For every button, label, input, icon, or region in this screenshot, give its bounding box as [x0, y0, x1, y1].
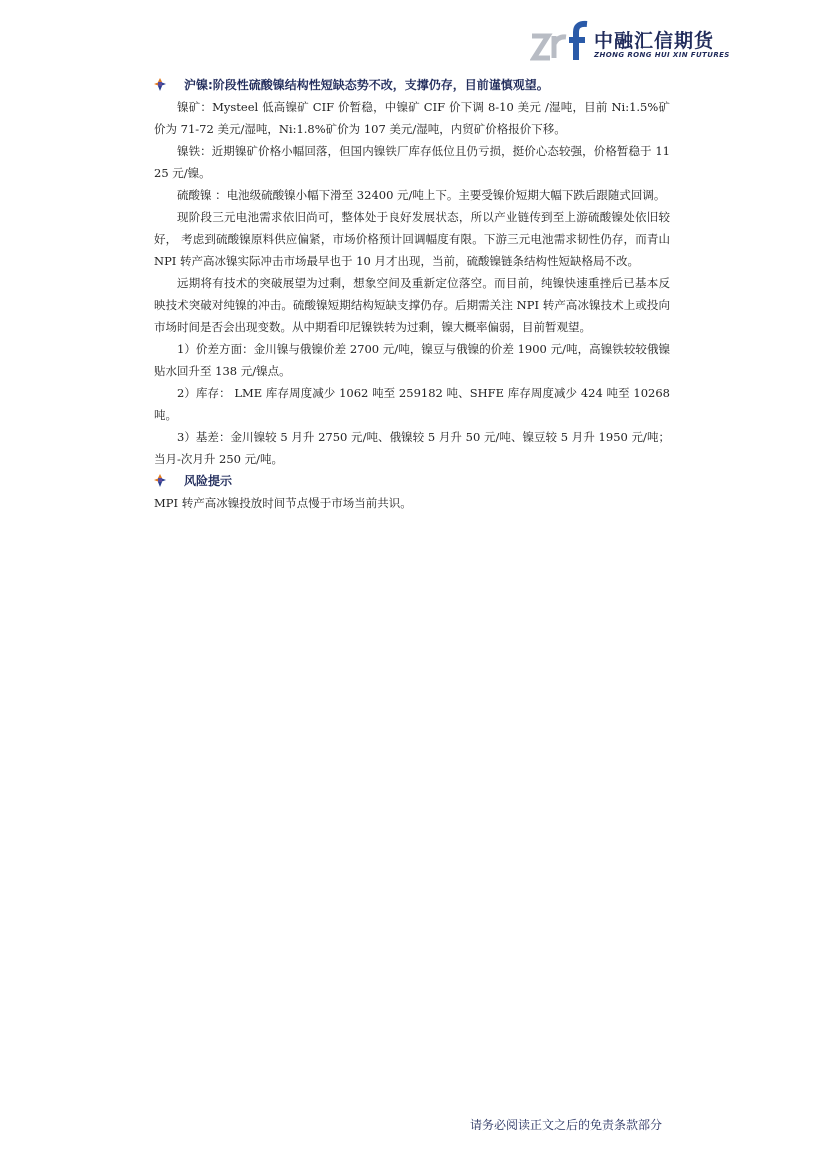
company-name-cn: 中融汇信期货	[594, 30, 715, 52]
risk-title: 风险提示	[184, 474, 233, 488]
paragraph-outlook: 远期将有技术的突破展望为过剩，想象空间及重新定位落空。而目前，纯镍快速重挫后已基本反映技术突破对纯镍的冲击。硫酸镍短期结构短缺支撑仍存。后期需关注 NPI 转产高冰镍技术上或投向市场时间是否会出现变数。从中期看印尼镍铁转为过剩，镍大概率偏弱，目前暂观望。	[154, 276, 670, 334]
section-heading-risk	[154, 470, 670, 492]
paragraph-nickel-ore: 镍矿：Mysteel 低高镍矿 CIF 价暂稳，中镍矿 CIF 价下调 8-10 美元 /湿吨，目前 Ni:1.5%矿价为 71-72 美元/湿吨，Ni:1.8%矿价为 107 美元/湿吨，内贸矿价格报价下移。	[154, 100, 670, 136]
footer-disclaimer: 请务必阅读正文之后的免责条款部分	[470, 1118, 663, 1132]
paragraph-nickel-iron: 镍铁：近期镍矿价格小幅回落，但国内镍铁厂库存低位且仍亏损，挺价心态较强，价格暂稳于 1125 元/镍。	[154, 144, 670, 180]
company-logo	[530, 20, 730, 64]
paragraph-battery-demand: 现阶段三元电池需求依旧尚可，整体处于良好发展状态，所以产业链传到至上游硫酸镍处依旧较好， 考虑到硫酸镍原料供应偏紧，市场价格预计回调幅度有限。下游三元电池需求韧性仍存，而青山 NPI 转产高冰镍实际冲击市场最早也于 10 月才出现，当前，硫酸镍链条结构性短缺格局不改。	[154, 210, 670, 268]
company-name-en: ZHONG RONG HUI XIN FUTURES	[594, 51, 730, 59]
report-body	[154, 74, 670, 514]
paragraph-nickel-sulfate: 硫酸镍 ：电池级硫酸镍小幅下滑至 32400 元/吨上下。主要受镍价短期大幅下跌后跟随式回调。	[177, 188, 666, 202]
section-heading-nickel	[154, 74, 670, 96]
paragraph-basis: 3）基差：金川镍较 5 月升 2750 元/吨、俄镍较 5 月升 50 元/吨、镍豆较 5 月升 1950 元/吨；当月-次月升 250 元/吨。	[154, 430, 670, 466]
zrf-logo-mark	[530, 20, 590, 62]
paragraph-inventory: 2）库存： LME 库存周度减少 1062 吨至 259182 吨、SHFE 库存周度减少 424 吨至 10268 吨。	[154, 386, 670, 422]
paragraph-price-spread: 1）价差方面：金川镍与俄镍价差 2700 元/吨，镍豆与俄镍的价差 1900 元/吨，高镍铁较较俄镍贴水回升至 138 元/镍点。	[154, 342, 670, 378]
section-title: 沪镍:阶段性硫酸镍结构性短缺态势不改，支撑仍存，目前谨慎观望。	[184, 78, 549, 92]
arrow-bullet-icon	[154, 474, 166, 487]
risk-text: MPI 转产高冰镍投放时间节点慢于市场当前共识。	[154, 496, 412, 510]
arrow-bullet-icon	[154, 78, 166, 91]
